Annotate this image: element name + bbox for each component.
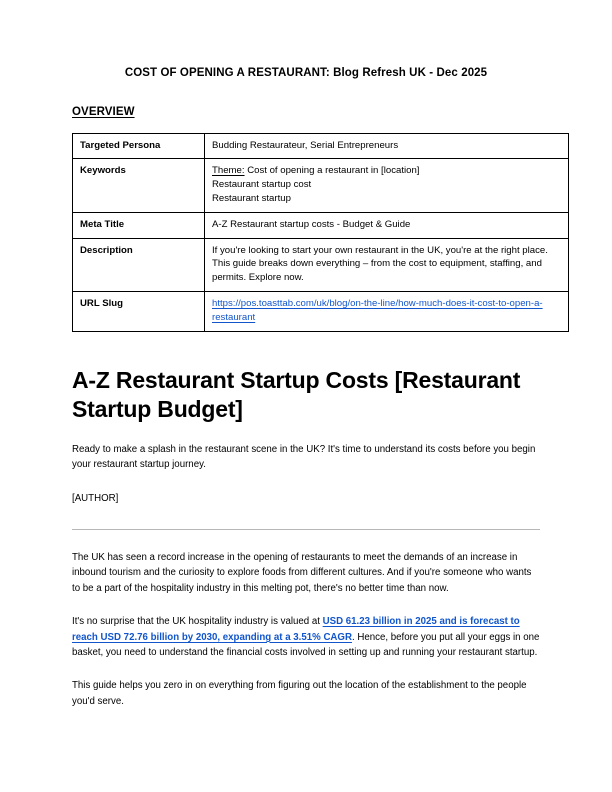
document-title: COST OF OPENING A RESTAURANT: Blog Refresh UK - Dec 2025 [124,67,488,79]
article-intro-paragraph: Ready to make a splash in the restaurant scene in the UK? It's time to understand its costs before you begin your restaurant startup journey. [72,443,536,471]
table-row [73,159,569,212]
hospitality-market-value-link[interactable]: USD 61.23 billion in 2025 and is forecast to reach USD 72.76 billion by 2030, expanding at a 3.51% CAGR [72,615,520,643]
table-row [73,133,569,159]
keyword-theme-label: Theme: [212,165,245,177]
row-label-description: Description [73,238,205,291]
paragraph-2-prefix: It's no surprise that the UK hospitality industry is valued at [72,615,323,627]
article-paragraph-3: This guide helps you zero in on everything from figuring out the location of the establishment to the people you'd serve. [72,679,527,707]
section-heading-overview: OVERVIEW [72,105,135,118]
keyword-item-3: Restaurant startup [212,192,291,204]
article-paragraph-2 [72,597,540,661]
row-value-url-slug [205,292,569,332]
table-row [73,238,569,291]
row-label-meta-title: Meta Title [73,212,205,238]
url-slug-link[interactable]: https://pos.toasttab.com/uk/blog/on-the-line/how-much-does-it-cost-to-open-a-restaurant [212,298,543,323]
row-value-keywords [205,159,569,212]
document-content [72,0,548,709]
row-value-description: If you're looking to start your own restaurant in the UK, you're at the right place. This guide breaks down everything – from the cost to equipment, staffing, and permits. Explore now. [205,238,569,291]
keyword-theme-value: Cost of opening a restaurant in [location] [244,165,420,177]
author-placeholder: [AUTHOR] [72,492,119,504]
row-value-targeted-persona: Budding Restaurateur, Serial Entrepreneurs [205,133,569,159]
paragraph-2-suffix: . Hence, before you put all your eggs in one basket, you need to understand the financial costs involved in setting up and running your restaurant startup. [72,631,540,659]
keyword-theme-line [212,164,562,178]
row-label-url-slug: URL Slug [73,292,205,332]
article-heading: A-Z Restaurant Startup Costs [Restaurant Startup Budget] [72,366,521,423]
table-row [73,212,569,238]
keyword-item-2: Restaurant startup cost [212,179,312,191]
row-value-meta-title: A-Z Restaurant startup costs - Budget & Guide [205,212,569,238]
overview-table [72,133,569,332]
row-label-targeted-persona: Targeted Persona [73,133,205,159]
table-row [73,292,569,332]
article-paragraph-1: The UK has seen a record increase in the opening of restaurants to meet the demands of an increase in inbound tourism and the curiosity to explore foods from different cultures. And if you're someone who wants to be a part of the hospitality industry in this melting pot, there's no better time than now. [72,551,532,595]
row-label-keywords: Keywords [73,159,205,212]
